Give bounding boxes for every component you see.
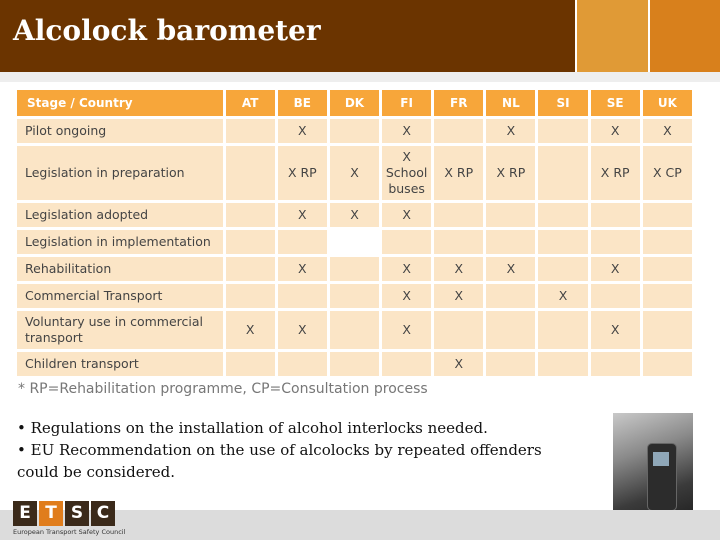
status-cell xyxy=(486,352,535,376)
status-cell: X xyxy=(591,119,640,143)
table-row xyxy=(17,230,692,254)
divider-strip xyxy=(0,72,720,82)
status-cell: X xyxy=(278,311,327,349)
table-row xyxy=(17,119,692,143)
header-bar xyxy=(0,0,575,72)
logo-letters xyxy=(13,501,115,526)
header-stage: Stage / Country xyxy=(17,90,223,116)
status-cell: X RP xyxy=(591,146,640,200)
status-cell: X xyxy=(226,311,275,349)
status-cell xyxy=(538,119,587,143)
status-cell: X xyxy=(330,146,379,200)
status-cell xyxy=(643,311,692,349)
status-cell: X xyxy=(382,257,431,281)
status-cell xyxy=(226,257,275,281)
header-country-fi: FI xyxy=(382,90,431,116)
status-cell xyxy=(434,311,483,349)
table-row xyxy=(17,284,692,308)
header-country-dk: DK xyxy=(330,90,379,116)
status-cell: X xyxy=(278,257,327,281)
status-cell xyxy=(643,203,692,227)
table-row xyxy=(17,352,692,376)
status-cell xyxy=(330,284,379,308)
status-cell: X xyxy=(278,119,327,143)
status-cell: X xyxy=(486,119,535,143)
header-country-fr: FR xyxy=(434,90,483,116)
device-screen xyxy=(653,452,669,466)
status-cell: X RP xyxy=(278,146,327,200)
stage-cell: Commercial Transport xyxy=(17,284,223,308)
bullet-text: EU Recommendation on the use of alcolocks by repeated offenders could be considered. xyxy=(17,441,542,481)
status-cell xyxy=(643,352,692,376)
status-cell: X xyxy=(591,257,640,281)
stage-cell: Legislation adopted xyxy=(17,203,223,227)
alcolock-device-photo xyxy=(613,413,693,523)
status-cell xyxy=(486,311,535,349)
status-cell: X CP xyxy=(643,146,692,200)
stage-cell: Legislation in preparation xyxy=(17,146,223,200)
status-cell: X xyxy=(382,284,431,308)
etsc-logo xyxy=(13,501,126,537)
header-country-be: BE xyxy=(278,90,327,116)
table-row xyxy=(17,311,692,349)
header-country-at: AT xyxy=(226,90,275,116)
status-cell xyxy=(330,257,379,281)
header-accent-block xyxy=(577,0,648,72)
status-cell xyxy=(226,352,275,376)
header-country-si: SI xyxy=(538,90,587,116)
table-row xyxy=(17,257,692,281)
table-row xyxy=(17,203,692,227)
status-cell xyxy=(538,311,587,349)
stage-cell: Voluntary use in commercial transport xyxy=(17,311,223,349)
logo-letter: E xyxy=(13,501,37,526)
status-cell xyxy=(591,352,640,376)
status-cell: X xyxy=(538,284,587,308)
barometer-table-container xyxy=(17,88,695,378)
status-cell xyxy=(226,203,275,227)
stage-cell: Pilot ongoing xyxy=(17,119,223,143)
status-cell xyxy=(591,284,640,308)
status-cell xyxy=(382,352,431,376)
page-title: Alcolock barometer xyxy=(13,14,321,47)
header-country-nl: NL xyxy=(486,90,535,116)
status-cell: X RP xyxy=(434,146,483,200)
status-cell xyxy=(330,230,379,254)
status-cell xyxy=(486,284,535,308)
status-cell: X xyxy=(382,203,431,227)
stage-cell: Children transport xyxy=(17,352,223,376)
status-cell: X xyxy=(382,311,431,349)
status-cell xyxy=(538,352,587,376)
status-cell xyxy=(226,284,275,308)
status-cell: X School buses xyxy=(382,146,431,200)
status-cell xyxy=(486,203,535,227)
bullet-list xyxy=(17,417,587,483)
status-cell xyxy=(538,146,587,200)
status-cell xyxy=(434,230,483,254)
status-cell xyxy=(643,284,692,308)
logo-letter: T xyxy=(39,501,63,526)
status-cell xyxy=(486,230,535,254)
status-cell: X xyxy=(382,119,431,143)
header-country-se: SE xyxy=(591,90,640,116)
status-cell xyxy=(330,352,379,376)
status-cell xyxy=(538,257,587,281)
bullet-item: • EU Recommendation on the use of alcolocks by repeated offenders could be considered. xyxy=(17,441,542,481)
logo-subtitle: European Transport Safety Council xyxy=(13,528,126,536)
status-cell xyxy=(538,230,587,254)
alcolock-device xyxy=(647,443,677,511)
status-cell xyxy=(643,257,692,281)
status-cell: X RP xyxy=(486,146,535,200)
table-row xyxy=(17,146,692,200)
status-cell: X xyxy=(434,284,483,308)
table-body xyxy=(17,119,692,376)
status-cell xyxy=(591,203,640,227)
logo-letter: S xyxy=(65,501,89,526)
status-cell: X xyxy=(591,311,640,349)
status-cell xyxy=(591,230,640,254)
status-cell xyxy=(330,311,379,349)
footnote: * RP=Rehabilitation programme, CP=Consultation process xyxy=(18,381,428,397)
status-cell: X xyxy=(434,257,483,281)
status-cell: X xyxy=(434,352,483,376)
logo-letter: C xyxy=(91,501,115,526)
barometer-table xyxy=(14,87,695,379)
header-accent-block-2 xyxy=(650,0,720,72)
status-cell xyxy=(226,146,275,200)
status-cell xyxy=(278,352,327,376)
status-cell xyxy=(643,230,692,254)
status-cell xyxy=(434,203,483,227)
status-cell: X xyxy=(486,257,535,281)
stage-cell: Rehabilitation xyxy=(17,257,223,281)
status-cell xyxy=(278,230,327,254)
status-cell xyxy=(278,284,327,308)
table-header-row xyxy=(17,90,692,116)
status-cell xyxy=(330,119,379,143)
status-cell xyxy=(382,230,431,254)
status-cell xyxy=(434,119,483,143)
bullet-item: • Regulations on the installation of alcohol interlocks needed. xyxy=(17,419,488,437)
status-cell xyxy=(226,230,275,254)
stage-cell: Legislation in implementation xyxy=(17,230,223,254)
status-cell: X xyxy=(278,203,327,227)
status-cell: X xyxy=(643,119,692,143)
status-cell: X xyxy=(330,203,379,227)
header-country-uk: UK xyxy=(643,90,692,116)
status-cell xyxy=(538,203,587,227)
status-cell xyxy=(226,119,275,143)
bullet-text: Regulations on the installation of alcohol interlocks needed. xyxy=(30,419,488,437)
